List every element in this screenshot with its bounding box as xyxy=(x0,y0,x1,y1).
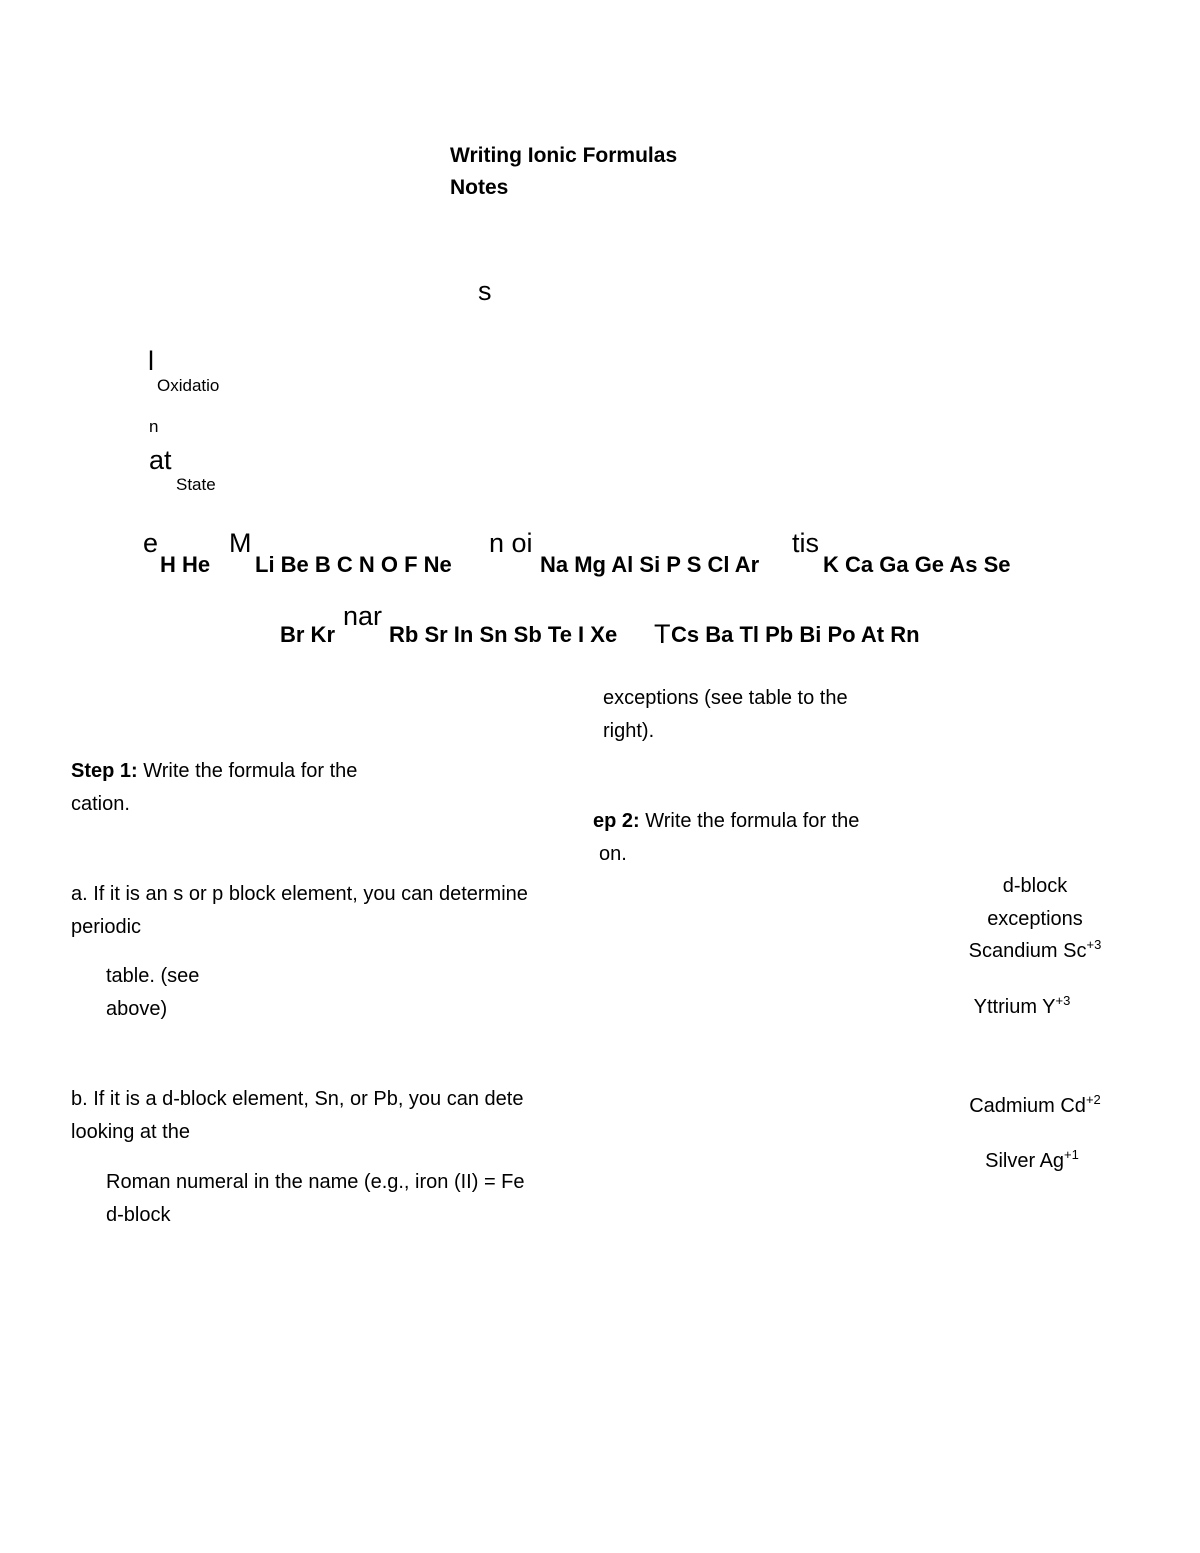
item-b-line-2: looking at the xyxy=(71,1121,190,1143)
exception-charge: +2 xyxy=(1085,1092,1101,1107)
fragment-tis: tis xyxy=(792,528,819,558)
exception-name: Cadmium Cd xyxy=(969,1095,1086,1117)
item-a-line-1: a. If it is an s or p block element, you can determine xyxy=(71,883,528,905)
item-b-sub-line-2: d-block xyxy=(106,1204,171,1226)
fragment-t: T xyxy=(654,619,671,649)
step-1-line-1 xyxy=(71,755,357,788)
exception-item xyxy=(935,935,1135,968)
fragment-state: State xyxy=(176,475,216,494)
item-a xyxy=(71,878,601,944)
elements-row2-c: Cs Ba Tl Pb Bi Po At Rn xyxy=(671,622,920,647)
item-b xyxy=(71,1083,601,1149)
step-2-text: Write the formula for the xyxy=(639,810,860,832)
fragment-n: n xyxy=(149,417,159,436)
item-a-sub-line-1: table. (see xyxy=(106,965,200,987)
exception-charge: +1 xyxy=(1064,1147,1079,1162)
item-a-sub-line-2: above) xyxy=(106,998,168,1020)
exception-name: Silver Ag xyxy=(985,1150,1065,1172)
item-a-line-2: periodic xyxy=(71,916,142,938)
fragment-s: s xyxy=(478,276,492,306)
step-1-text: Write the formula for the xyxy=(137,760,358,782)
exceptions-header-line-2: exceptions xyxy=(987,908,1083,930)
exceptions-header-line-1: d-block xyxy=(1002,875,1068,897)
fragment-n-oi: n oi xyxy=(489,528,533,558)
title-line-2: Notes xyxy=(450,176,509,199)
item-b-line-1: b. If it is a d-block element, Sn, or Pb, you can dete xyxy=(71,1088,524,1110)
step-1 xyxy=(71,755,357,821)
step-2-line-2: on. xyxy=(599,843,627,865)
exceptions-note-line-2: right). xyxy=(603,720,655,742)
item-a-sub xyxy=(106,960,199,1026)
elements-row1-b: Li Be B C N O F Ne xyxy=(255,552,452,577)
exception-item xyxy=(932,1145,1132,1178)
exception-item xyxy=(922,991,1122,1024)
elements-row1-c: Na Mg Al Si P S Cl Ar xyxy=(540,552,760,577)
page-title xyxy=(450,140,677,204)
exceptions-note xyxy=(603,682,848,748)
title-line-1: Writing Ionic Formulas xyxy=(450,144,678,167)
exception-charge: +3 xyxy=(1055,993,1071,1008)
exceptions-table-header xyxy=(935,870,1135,936)
step-1-line-2: cation. xyxy=(71,793,130,815)
elements-row1-a: H He xyxy=(160,552,211,577)
fragment-nar: nar xyxy=(343,601,383,631)
exception-item xyxy=(935,1090,1135,1123)
elements-row1-d: K Ca Ga Ge As Se xyxy=(823,552,1011,577)
exception-charge: +3 xyxy=(1086,937,1102,952)
step-2-line-1 xyxy=(593,805,859,838)
exception-name: Yttrium Y xyxy=(973,996,1056,1018)
exceptions-note-line-1: exceptions (see table to the xyxy=(603,687,848,709)
fragment-l: l xyxy=(148,346,154,376)
fragment-m: M xyxy=(229,528,252,558)
fragment-e: e xyxy=(143,528,159,558)
item-b-sub-line-1: Roman numeral in the name (e.g., iron (II) = Fe xyxy=(106,1171,525,1193)
fragment-at: at xyxy=(149,445,172,475)
fragment-oxidatio: Oxidatio xyxy=(157,376,220,395)
step-2 xyxy=(593,805,859,871)
elements-row2-a: Br Kr xyxy=(280,622,336,647)
elements-row2-b: Rb Sr In Sn Sb Te I Xe xyxy=(389,622,618,647)
exception-name: Scandium Sc xyxy=(968,940,1087,962)
item-b-sub xyxy=(106,1166,600,1232)
step-2-label: ep 2: xyxy=(593,810,640,832)
step-1-label: Step 1: xyxy=(71,760,138,782)
